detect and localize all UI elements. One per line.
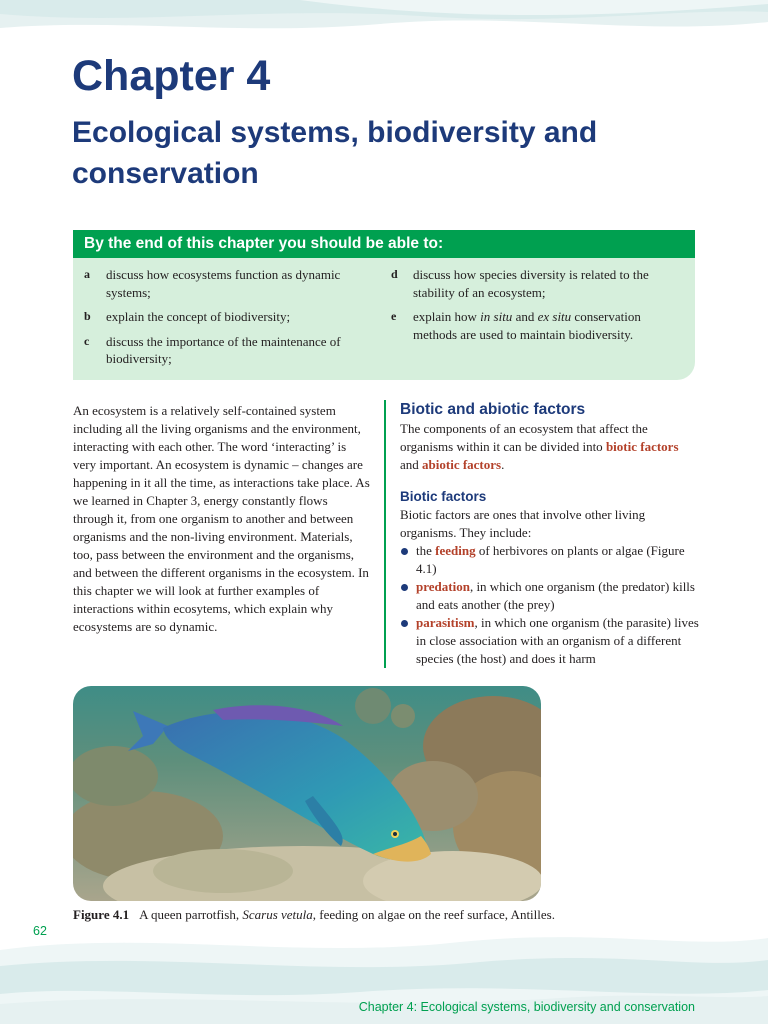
caption-text: , feeding on algae on the reef surface, Antilles.	[312, 907, 555, 922]
biotic-factors-intro: Biotic factors are ones that involve other living organisms. They include:	[400, 507, 646, 540]
bullet-icon	[401, 584, 408, 591]
para-text: The components of an ecosystem that affect the organisms within it can be divided into	[400, 421, 648, 454]
objective-item	[84, 308, 374, 326]
objective-letter: d	[391, 267, 398, 281]
bullet-icon	[401, 620, 408, 627]
objective-text: discuss how ecosystems function as dynamic systems;	[106, 267, 341, 300]
biotic-abiotic-paragraph	[400, 420, 700, 474]
objective-letter: b	[84, 309, 91, 323]
keyword-feeding: feeding	[435, 543, 476, 558]
objective-letter: a	[84, 267, 90, 281]
bullet-icon	[401, 548, 408, 555]
objective-text	[413, 308, 687, 343]
parrotfish-illustration	[73, 686, 541, 901]
objective-text-mid: and	[512, 309, 538, 324]
parrotfish-photo	[73, 686, 541, 901]
objective-text-post: conservation methods are used to maintain biodiversity.	[413, 309, 641, 342]
figure-number: Figure 4.1	[73, 907, 130, 922]
biotic-factors-heading: Biotic factors	[400, 489, 487, 504]
objective-item	[84, 333, 374, 368]
biotic-factors-list	[400, 542, 700, 668]
item-text: of herbivores on plants or algae (Figure 4.1)	[416, 543, 685, 576]
in-situ-term: in situ	[480, 309, 513, 324]
objective-letter: e	[391, 309, 397, 323]
objective-text: discuss the importance of the maintenance of biodiversity;	[106, 333, 341, 366]
biotic-abiotic-heading: Biotic and abiotic factors	[400, 401, 586, 418]
list-item	[400, 614, 700, 668]
keyword-biotic-factors: biotic factors	[605, 439, 679, 454]
item-text: , in which one organism (the parasite) lives in close association with an organism of a different species (the host) and does it harm	[416, 615, 699, 666]
item-text: the	[416, 543, 436, 558]
item-text: , in which one organism (the predator) kills and eats another (the prey)	[416, 579, 695, 612]
objective-item	[84, 266, 374, 301]
objective-text: discuss how species diversity is related to the stability of an ecosystem;	[413, 267, 649, 300]
list-item	[400, 578, 700, 614]
objective-text: explain the concept of biodiversity;	[106, 309, 291, 324]
column-divider	[384, 400, 386, 668]
objectives-right-column	[391, 266, 687, 350]
ex-situ-term: ex situ	[537, 309, 572, 324]
objective-item	[391, 266, 687, 301]
list-item	[400, 542, 700, 578]
intro-paragraph: An ecosystem is a relatively self-contained system including all the living organisms and the environment, interacting with each other. The word ‘interacting’ is very important. An ecosystem is dynamic – changes are happening in it all the time, as interactions take place. As we learned in Chapter 3, energy constantly flows through it, from one organism to another and between organisms and the non-living environment. Materials, too, pass between the environment and the organisms, and between the different organisms in the ecosystem. In this chapter we will look at further examples of interactions within ecosytems, which explain why ecosystems are so dynamic.	[73, 403, 370, 634]
species-name: Scarus vetula	[242, 907, 313, 922]
caption-text: A queen parrotfish,	[139, 907, 243, 922]
chapter-title: Ecological systems, biodiversity and conservation	[72, 116, 598, 190]
objectives-heading: By the end of this chapter you should be able to:	[73, 230, 695, 258]
running-footer: Chapter 4: Ecological systems, biodiversity and conservation	[358, 1000, 695, 1014]
page-number: 62	[33, 924, 47, 938]
objectives-left-column	[84, 266, 374, 375]
objective-letter: c	[84, 333, 90, 348]
chapter-number: Chapter 4	[72, 52, 271, 100]
para-text: .	[501, 457, 505, 472]
keyword-abiotic-factors: abiotic factors	[422, 457, 502, 472]
keyword-parasitism: parasitism	[416, 615, 475, 630]
keyword-predation: predation	[416, 579, 470, 594]
para-text: and	[400, 457, 423, 472]
right-column	[400, 400, 700, 668]
objective-text-pre: explain how	[413, 309, 481, 324]
objective-item	[391, 308, 687, 343]
learning-objectives-box	[73, 230, 695, 380]
